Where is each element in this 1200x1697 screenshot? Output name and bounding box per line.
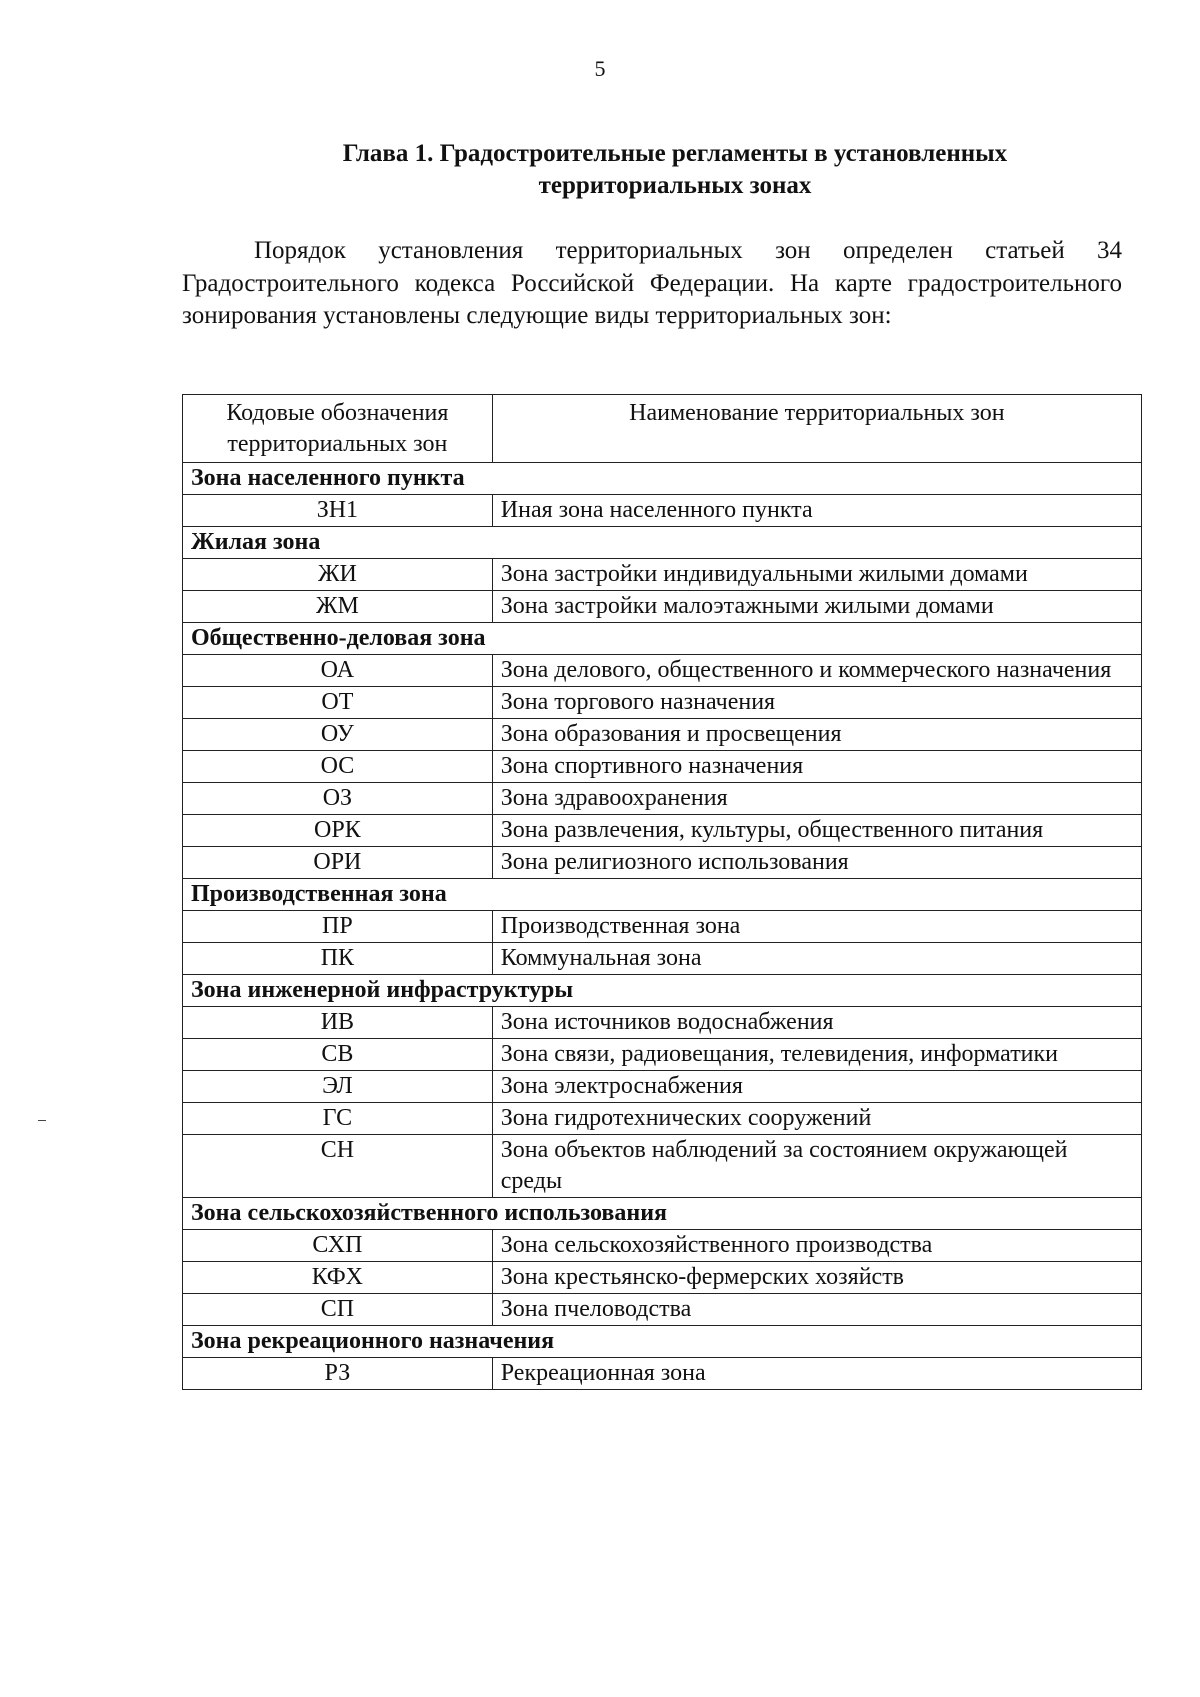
zone-code: ЗН1 <box>183 495 493 527</box>
zone-code: ОЗ <box>183 783 493 815</box>
zone-group-title: Зона населенного пункта <box>183 463 1142 495</box>
zone-code: СВ <box>183 1039 493 1071</box>
zone-code: ОТ <box>183 687 493 719</box>
zone-code: ЖИ <box>183 559 493 591</box>
table-row <box>183 559 1142 591</box>
zone-name: Коммунальная зона <box>492 943 1141 975</box>
zone-code: СП <box>183 1294 493 1326</box>
zone-name: Зона делового, общественного и коммерческого назначения <box>492 655 1141 687</box>
table-row <box>183 1007 1142 1039</box>
zone-name: Зона застройки индивидуальными жилыми домами <box>492 559 1141 591</box>
table-row <box>183 495 1142 527</box>
zone-group-row <box>183 527 1142 559</box>
zone-code: ЖМ <box>183 591 493 623</box>
header-code: Кодовые обозначения территориальных зон <box>183 395 493 463</box>
header-name: Наименование территориальных зон <box>492 395 1141 463</box>
zone-name: Зона гидротехнических сооружений <box>492 1103 1141 1135</box>
table-row <box>183 1294 1142 1326</box>
zone-name: Зона развлечения, культуры, общественного питания <box>492 815 1141 847</box>
zone-name: Зона объектов наблюдений за состоянием окружающей среды <box>492 1135 1141 1198</box>
table-row <box>183 847 1142 879</box>
zone-name: Зона сельскохозяйственного производства <box>492 1230 1141 1262</box>
zone-name: Зона крестьянско-фермерских хозяйств <box>492 1262 1141 1294</box>
zone-name: Зона торгового назначения <box>492 687 1141 719</box>
table-row <box>183 783 1142 815</box>
zone-code: РЗ <box>183 1358 493 1390</box>
table-row <box>183 591 1142 623</box>
zone-group-row <box>183 1326 1142 1358</box>
scan-margin-mark <box>38 1120 46 1121</box>
table-row <box>183 1262 1142 1294</box>
table-row <box>183 1103 1142 1135</box>
zone-group-row <box>183 1198 1142 1230</box>
zone-code: СХП <box>183 1230 493 1262</box>
table-row <box>183 1358 1142 1390</box>
zone-name: Рекреационная зона <box>492 1358 1141 1390</box>
zone-group-row <box>183 975 1142 1007</box>
zones-table <box>182 394 1142 1390</box>
zone-name: Зона спортивного назначения <box>492 751 1141 783</box>
table-row <box>183 1039 1142 1071</box>
zone-code: ОС <box>183 751 493 783</box>
zone-name: Зона связи, радиовещания, телевидения, информатики <box>492 1039 1141 1071</box>
zone-code: ИВ <box>183 1007 493 1039</box>
zone-code: ГС <box>183 1103 493 1135</box>
zone-name: Иная зона населенного пункта <box>492 495 1141 527</box>
chapter-title-line2: территориальных зонах <box>538 172 812 199</box>
zone-code: ЭЛ <box>183 1071 493 1103</box>
zone-group-row <box>183 463 1142 495</box>
zone-name: Зона здравоохранения <box>492 783 1141 815</box>
table-row <box>183 1071 1142 1103</box>
zone-group-title: Общественно-деловая зона <box>183 623 1142 655</box>
zone-name: Зона образования и просвещения <box>492 719 1141 751</box>
zone-code: ОА <box>183 655 493 687</box>
zone-name: Производственная зона <box>492 911 1141 943</box>
table-row <box>183 911 1142 943</box>
zone-group-row <box>183 879 1142 911</box>
zone-group-title: Жилая зона <box>183 527 1142 559</box>
zone-group-title: Производственная зона <box>183 879 1142 911</box>
zone-code: ПР <box>183 911 493 943</box>
chapter-title <box>230 138 1120 202</box>
zone-code: ОРИ <box>183 847 493 879</box>
table-row <box>183 751 1142 783</box>
table-row <box>183 1135 1142 1198</box>
intro-paragraph: Порядок установления территориальных зон определен статьей 34 Градостроительного кодекса Российской Федерации. На карте градостроительного зонирования установлены следующие виды территориальных зон: <box>182 237 1122 329</box>
zone-code: ОУ <box>183 719 493 751</box>
zone-group-title: Зона сельскохозяйственного использования <box>183 1198 1142 1230</box>
zone-group-title: Зона рекреационного назначения <box>183 1326 1142 1358</box>
zone-code: СН <box>183 1135 493 1198</box>
zone-name: Зона застройки малоэтажными жилыми домами <box>492 591 1141 623</box>
table-header-row <box>183 395 1142 463</box>
zone-code: ОРК <box>183 815 493 847</box>
zone-code: ПК <box>183 943 493 975</box>
table-row <box>183 815 1142 847</box>
page-number: 5 <box>594 56 606 81</box>
table-row <box>183 943 1142 975</box>
zone-name: Зона религиозного использования <box>492 847 1141 879</box>
table-row <box>183 719 1142 751</box>
chapter-title-line1: Глава 1. Градостроительные регламенты в установленных <box>342 140 1008 167</box>
zone-name: Зона пчеловодства <box>492 1294 1141 1326</box>
zone-name: Зона электроснабжения <box>492 1071 1141 1103</box>
table-row <box>183 1230 1142 1262</box>
table-row <box>183 687 1142 719</box>
zone-group-title: Зона инженерной инфраструктуры <box>183 975 1142 1007</box>
zone-code: КФХ <box>183 1262 493 1294</box>
zone-name: Зона источников водоснабжения <box>492 1007 1141 1039</box>
table-row <box>183 655 1142 687</box>
zone-group-row <box>183 623 1142 655</box>
zones-table-body <box>183 463 1142 1390</box>
